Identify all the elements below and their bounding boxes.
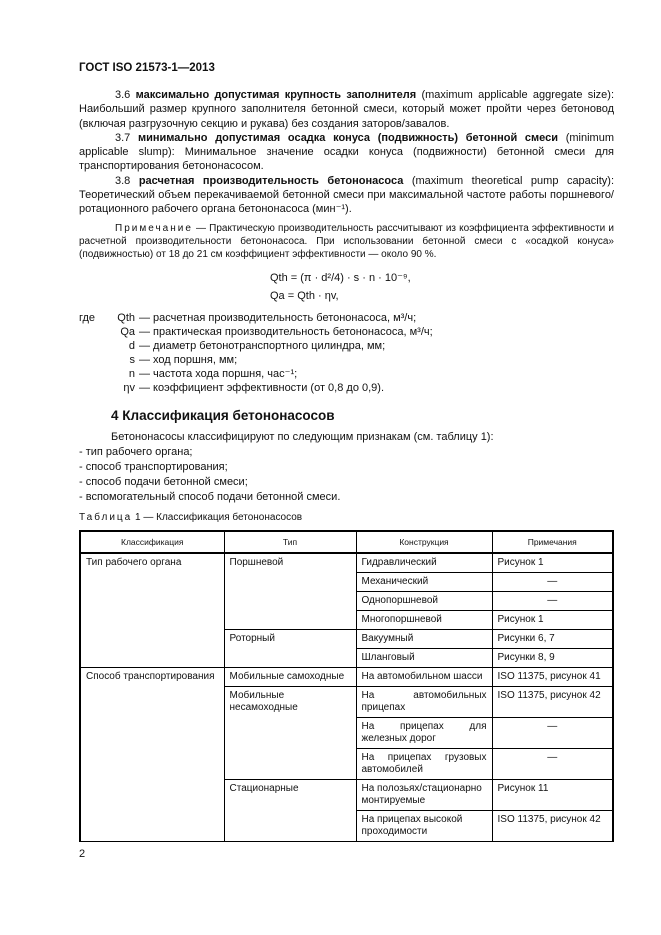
legend-symbol: Qa — [120, 325, 135, 338]
legend-symbol: ηv — [123, 381, 135, 394]
cell-construction: На прицепах грузовых автомобилей — [356, 748, 492, 779]
cell-construction: На полозьях/стационарно монтируемые — [356, 779, 492, 810]
list-item: - тип рабочего органа; — [79, 445, 193, 458]
header-construction: Конструкция — [356, 531, 492, 553]
table-header-row — [80, 531, 613, 553]
table-row — [80, 553, 613, 573]
cell-note: Рисунки 8, 9 — [492, 648, 613, 667]
cell-note: — — [492, 717, 613, 748]
document-header: ГОСТ ISO 21573-1—2013 — [79, 62, 215, 74]
cell-note: ISO 11375, рисунок 42 — [492, 686, 613, 717]
note-text: — Практическую производительность рассчитывают из коэффициента эффективности и расчетной производительности бетононасоса. При использовании бетонной смеси с «осадкой конуса» (подвижностью) от 18 до 21 см коэффициент эффективности — около 90 %. — [79, 222, 614, 260]
section-intro: Бетононасосы классифицируют по следующим признакам (см. таблицу 1): — [111, 430, 494, 443]
definition-english: (minimum applicable slump): — [79, 131, 614, 159]
legend-row — [79, 381, 614, 395]
cell-construction: Вакуумный — [356, 629, 492, 648]
cell-note: Рисунок 11 — [492, 779, 613, 810]
cell-note: ISO 11375, рисунок 42 — [492, 810, 613, 841]
table-caption-text: 1 — Классификация бетононасосов — [132, 511, 303, 523]
header-classification: Классификация — [80, 531, 224, 553]
cell-note: — — [492, 748, 613, 779]
header-type: Тип — [224, 531, 356, 553]
legend-text: — расчетная производительность бетононасоса, м³/ч; — [139, 311, 417, 324]
header-notes: Примечания — [492, 531, 613, 553]
formula-qa: Qa = Qth · ηv, — [270, 289, 339, 302]
cell-type: Мобильные самоходные — [224, 667, 356, 686]
section-title: 4 Классификация бетононасосов — [111, 407, 335, 423]
definition-term: минимально допустимая осадка конуса (подвижность) бетонной смеси — [137, 131, 559, 144]
cell-type: Поршневой — [224, 553, 356, 630]
cell-note: Рисунок 1 — [492, 610, 613, 629]
legend-text: — коэффициент эффективности (от 0,8 до 0,9). — [139, 381, 385, 394]
definition-3-6 — [79, 88, 614, 131]
table-caption-label: Таблица — [79, 511, 133, 523]
document-page — [79, 61, 614, 861]
cell-construction: Механический — [356, 572, 492, 591]
definition-text: Теоретический объем перекачиваемой бетонной смеси при максимальной частоте работы поршневого/ротационного рабочего органа бетононасоса (мин⁻¹). — [79, 189, 614, 216]
classification-list — [79, 430, 614, 505]
cell-classification: Способ транспортирования — [80, 667, 224, 841]
cell-note: ISO 11375, рисунок 41 — [492, 667, 613, 686]
legend-text: — диаметр бетонотранспортного цилиндра, мм; — [139, 339, 386, 352]
definition-text: Наибольший размер крупного заполнителя бетонной смеси, который может пройти через бетоновод (включая разгрузочную секцию и рукава) без создания заторов/завалов. — [79, 103, 614, 130]
legend-row — [79, 353, 614, 367]
definition-3-7 — [79, 131, 614, 174]
definition-number: 3.8 — [115, 174, 131, 187]
definitions — [79, 88, 614, 261]
legend-row — [79, 339, 614, 353]
definition-english: (maximum applicable aggregate size): — [421, 89, 615, 101]
cell-construction: Многопоршневой — [356, 610, 492, 629]
legend-row — [79, 367, 614, 381]
cell-construction: Однопоршневой — [356, 591, 492, 610]
cell-type: Роторный — [224, 629, 356, 667]
cell-note: Рисунок 1 — [492, 553, 613, 573]
cell-note: Рисунки 6, 7 — [492, 629, 613, 648]
cell-classification: Тип рабочего органа — [80, 553, 224, 668]
definition-english: (maximum theoretical pump capacity): — [411, 174, 615, 187]
definition-number: 3.7 — [115, 131, 131, 144]
note — [79, 222, 614, 261]
legend-row — [79, 325, 614, 339]
definition-number: 3.6 — [115, 89, 131, 101]
definition-term: максимально допустимая крупность заполнителя — [135, 89, 417, 101]
legend-where: где — [79, 311, 96, 324]
formulas — [79, 269, 614, 305]
legend-symbol: Qth — [117, 311, 135, 324]
definition-3-8 — [79, 174, 614, 217]
cell-construction: На автомобильном шасси — [356, 667, 492, 686]
cell-construction: На автомобильных прицепах — [356, 686, 492, 717]
legend-text: — частота хода поршня, час⁻¹; — [139, 367, 298, 380]
cell-note: — — [492, 591, 613, 610]
list-item: - способ подачи бетонной смеси; — [79, 475, 248, 488]
cell-construction: Шланговый — [356, 648, 492, 667]
legend-symbol: n — [128, 367, 135, 380]
legend-symbol: d — [128, 339, 135, 352]
definition-text: Минимальное значение осадки конуса (подвижности) бетонной смеси для транспортирования бетононасосом. — [79, 146, 615, 173]
cell-type: Мобильные несамоходные — [224, 686, 356, 779]
cell-construction: На прицепах высокой проходимости — [356, 810, 492, 841]
formula-qth: Qth = (π · d²/4) · s · n · 10⁻⁹, — [270, 271, 411, 284]
list-item: - способ транспортирования; — [79, 460, 228, 473]
classification-table — [79, 530, 614, 842]
cell-note: — — [492, 572, 613, 591]
formula-legend — [79, 311, 614, 395]
cell-construction: На прицепах для железных дорог — [356, 717, 492, 748]
legend-symbol: s — [129, 353, 135, 366]
legend-text: — ход поршня, мм; — [139, 353, 238, 366]
cell-type: Стационарные — [224, 779, 356, 841]
note-label: Примечание — [115, 222, 193, 234]
cell-construction: Гидравлический — [356, 553, 492, 573]
table-row — [80, 667, 613, 686]
list-item: - вспомогательный способ подачи бетонной смеси. — [79, 490, 341, 503]
page-number: 2 — [79, 847, 86, 860]
table-caption — [79, 511, 614, 524]
legend-text: — практическая производительность бетононасоса, м³/ч; — [139, 325, 433, 338]
definition-term: расчетная производительность бетононасоса — [138, 174, 404, 187]
legend-row — [79, 311, 614, 325]
